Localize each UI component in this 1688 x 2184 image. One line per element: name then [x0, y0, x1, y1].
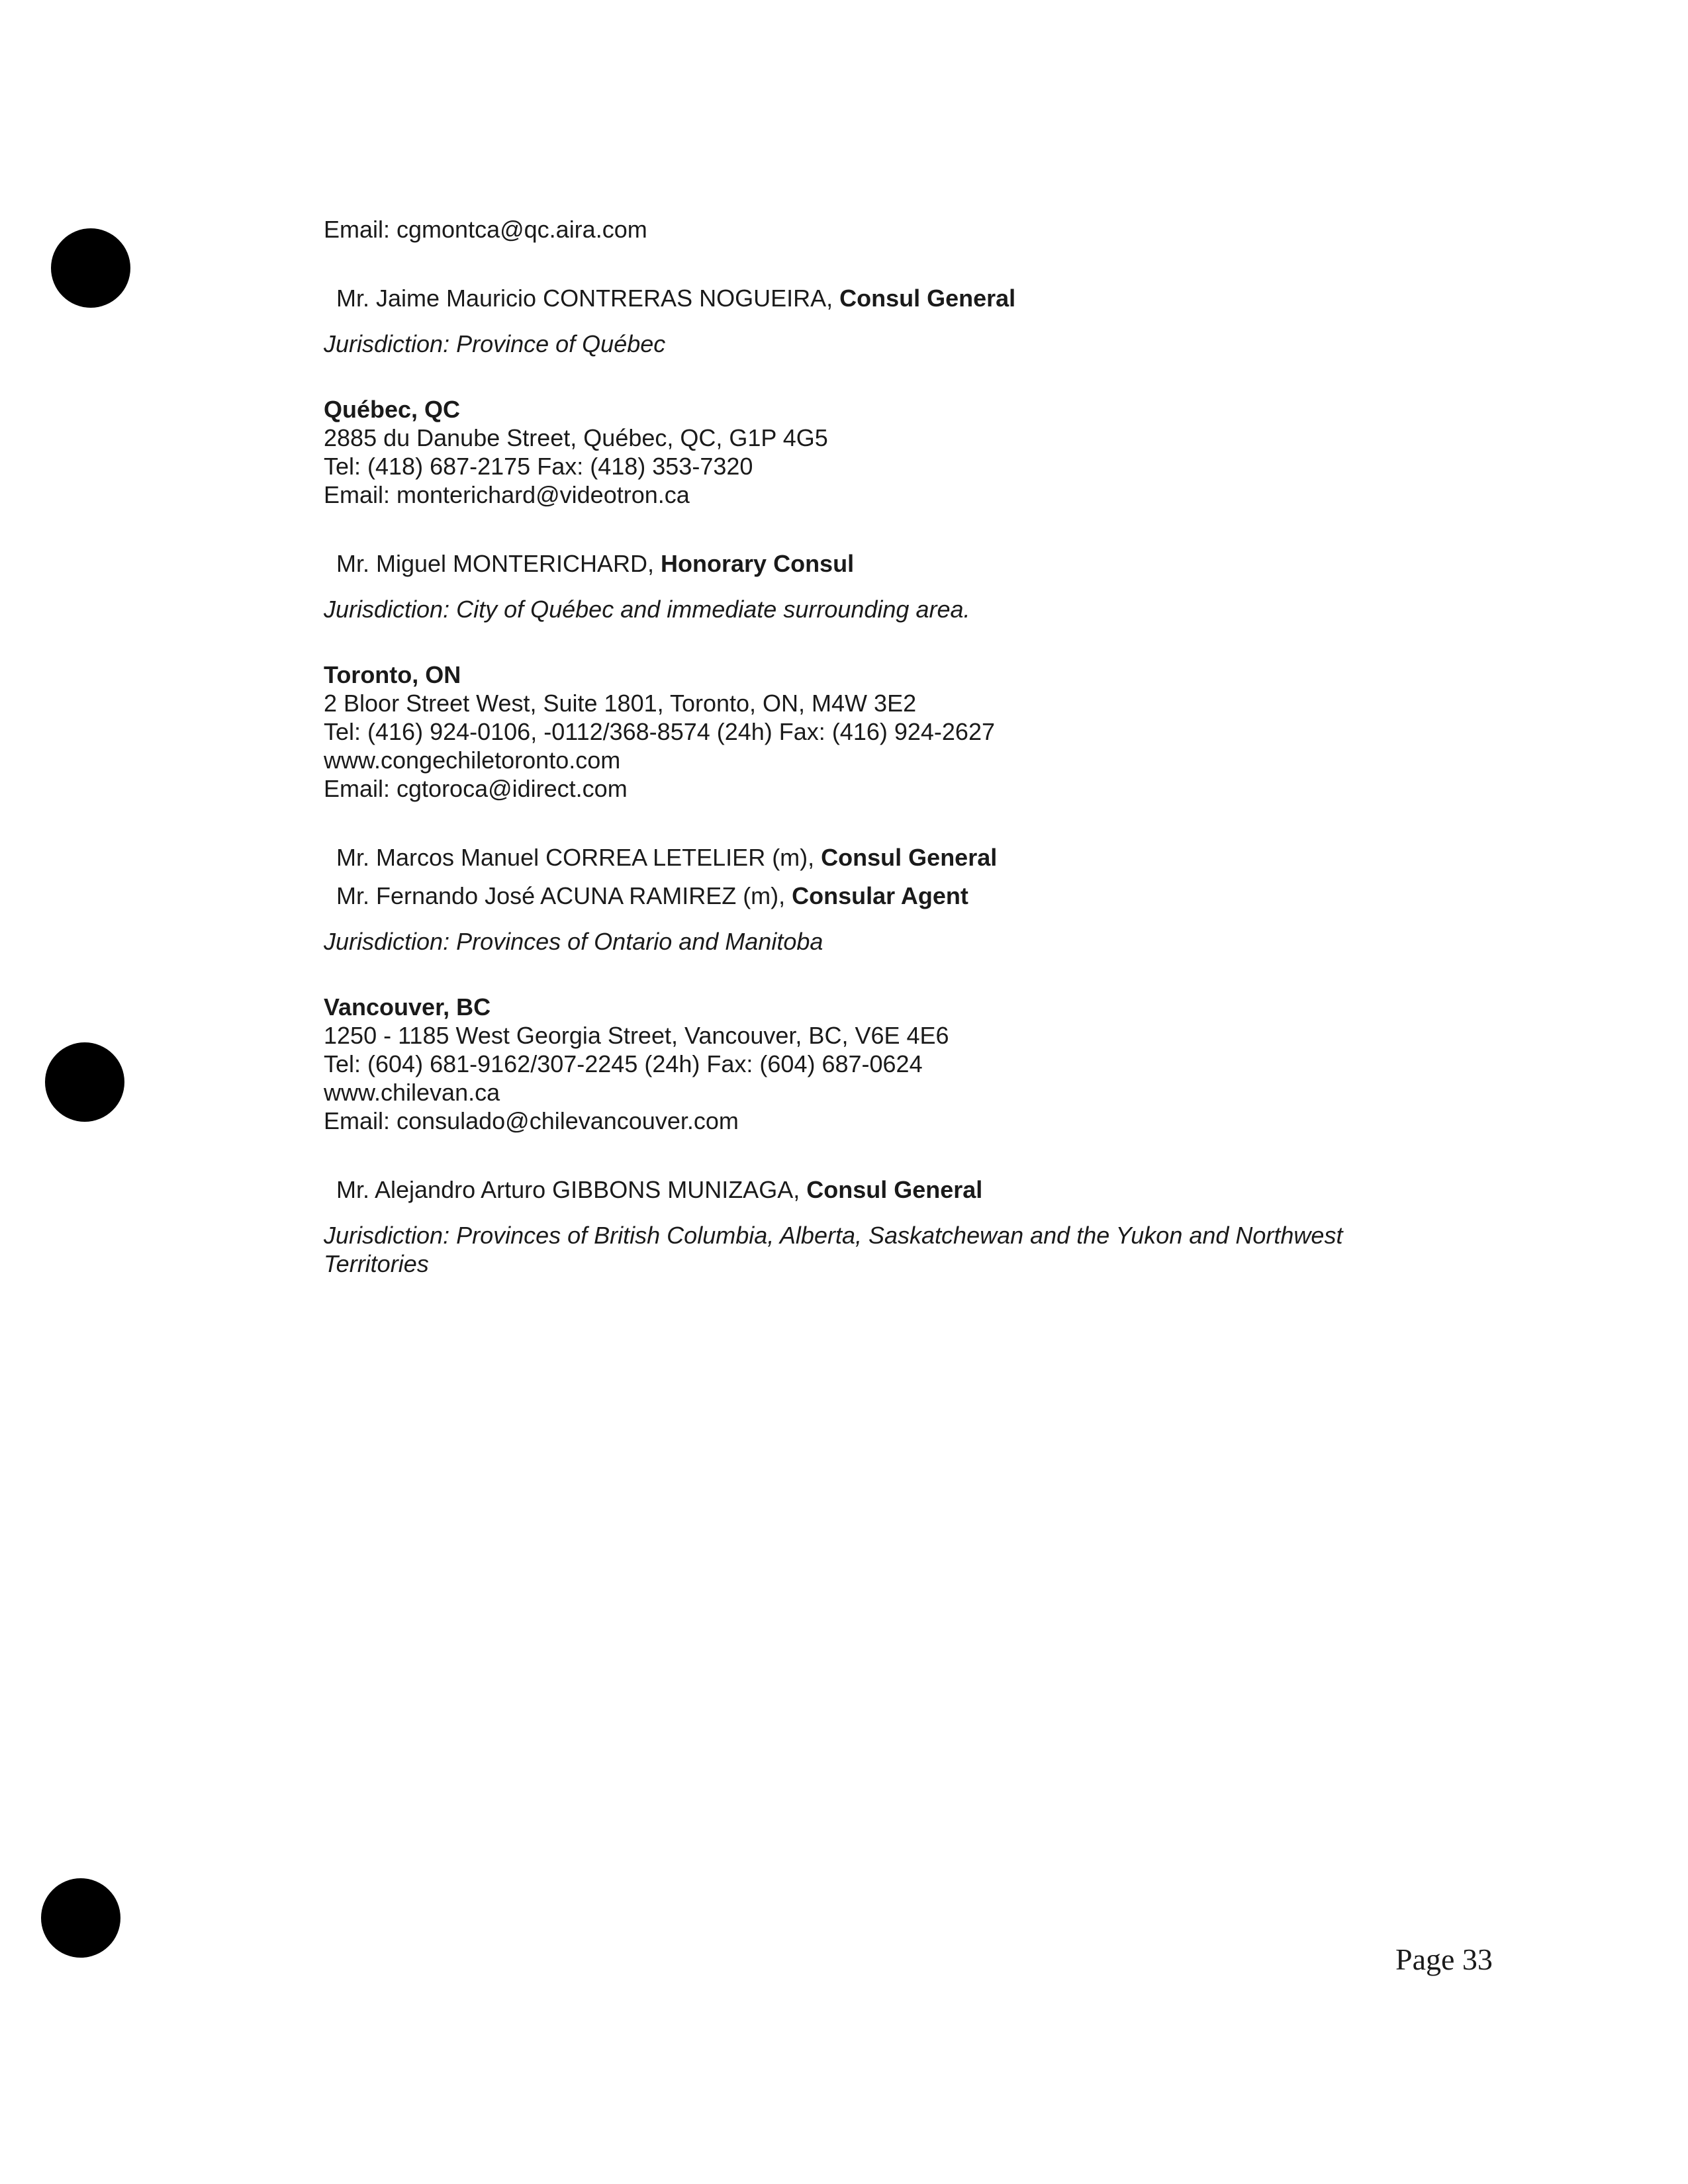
montreal-official: [336, 279, 1449, 318]
toronto-official-1: [336, 839, 1449, 877]
binder-hole-top: [51, 228, 130, 308]
official-name: Mr. Marcos Manuel CORREA LETELIER (m),: [336, 844, 821, 871]
official-name: Mr. Jaime Mauricio CONTRERAS NOGUEIRA,: [336, 285, 840, 312]
toronto-jurisdiction: Jurisdiction: Provinces of Ontario and Manitoba: [324, 928, 823, 955]
toronto-address: 2 Bloor Street West, Suite 1801, Toronto, ON, M4W 3E2: [324, 690, 917, 717]
toronto-website: www.congechiletoronto.com: [324, 747, 621, 774]
montreal-email: Email: cgmontca@qc.aira.com: [324, 216, 647, 243]
vancouver-phone: Tel: (604) 681-9162/307-2245 (24h) Fax: (604) 687-0624: [324, 1050, 923, 1077]
quebec-official: [336, 545, 1449, 583]
quebec-email: Email: monterichard@videotron.ca: [324, 481, 690, 508]
binder-hole-bottom: [41, 1878, 120, 1958]
vancouver-email: Email: consulado@chilevancouver.com: [324, 1107, 739, 1134]
vancouver-city-heading: Vancouver, BC: [324, 993, 491, 1021]
quebec-city-heading: Québec, QC: [324, 396, 461, 423]
vancouver-address: 1250 - 1185 West Georgia Street, Vancouver, BC, V6E 4E6: [324, 1022, 949, 1049]
vancouver-jurisdiction: Jurisdiction: Provinces of British Columbia, Alberta, Saskatchewan and the Yukon and Northwest Territories: [324, 1222, 1343, 1277]
toronto-official-2: [336, 877, 1449, 915]
vancouver-official: [336, 1171, 1449, 1209]
montreal-jurisdiction: Jurisdiction: Province of Québec: [324, 330, 666, 357]
toronto-phone: Tel: (416) 924-0106, -0112/368-8574 (24h) Fax: (416) 924-2627: [324, 718, 995, 745]
page-number: Page 33: [1395, 1942, 1493, 1976]
official-title: Consular Agent: [792, 882, 968, 909]
official-title: Consul General: [806, 1176, 983, 1203]
toronto-city-heading: Toronto, ON: [324, 661, 461, 688]
official-name: Mr. Fernando José ACUNA RAMIREZ (m),: [336, 882, 792, 909]
official-title: Consul General: [821, 844, 998, 871]
official-name: Mr. Miguel MONTERICHARD,: [336, 550, 661, 577]
official-title: Consul General: [839, 285, 1016, 312]
vancouver-website: www.chilevan.ca: [324, 1079, 500, 1106]
quebec-jurisdiction: Jurisdiction: City of Québec and immediate surrounding area.: [324, 596, 970, 623]
official-name: Mr. Alejandro Arturo GIBBONS MUNIZAGA,: [336, 1176, 807, 1203]
toronto-email: Email: cgtoroca@idirect.com: [324, 775, 628, 802]
quebec-phone: Tel: (418) 687-2175 Fax: (418) 353-7320: [324, 453, 753, 480]
official-title: Honorary Consul: [661, 550, 855, 577]
quebec-address: 2885 du Danube Street, Québec, QC, G1P 4G5: [324, 424, 828, 451]
binder-hole-middle: [45, 1042, 124, 1122]
consulate-listing: [324, 215, 1449, 1278]
